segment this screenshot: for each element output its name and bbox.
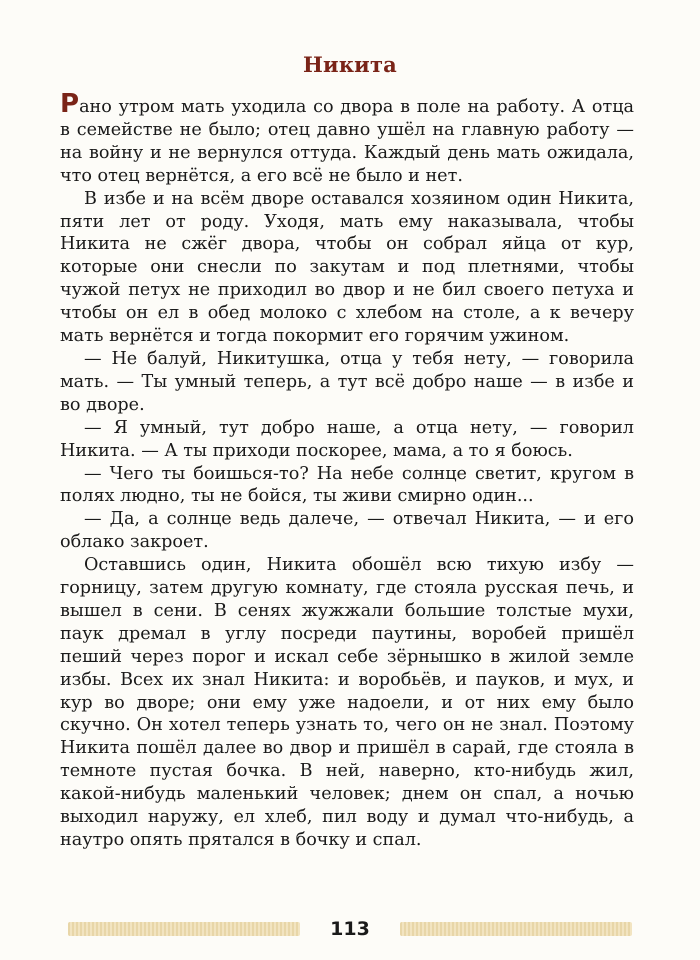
paragraph-6: — Да, а солнце ведь далече, — отвечал Никита, — и его облако закроет. [60,509,634,553]
chapter-title: Никита [303,52,397,77]
footer-ornament-right [400,922,632,936]
paragraph-1-text: ано утром мать уходила со двора в поле на работу. А отца в семействе не было; отец давно ушёл на главную работу — на войну и не вернулся оттуда. Каждый день мать ожидала, что отец вернётся, а его всё не было и нет. [60,97,634,186]
story-text [60,89,634,852]
paragraph-3: — Не балуй, Никитушка, отца у тебя нету, — говорила мать. — Ты умный теперь, а тут всё добро наше — в избе и во дворе. [60,348,634,415]
paragraph-4: — Я умный, тут добро наше, а отца нету, — говорил Никита. — А ты приходи поскорее, мама, а то я боюсь. [60,417,634,461]
paragraph-1 [60,89,634,188]
page-number: 113 [330,918,370,940]
drop-cap: Р [60,89,80,119]
paragraph-2: В избе и на всём дворе оставался хозяином один Никита, пяти лет от роду. Уходя, мать ему наказывала, чтобы Никита не сжёг двора, чтобы он собрал яйца от кур, которые они снесли по закутам и под плетнями, чтобы чужой петух не приходил во двор и не бил своего петуха и чтобы он ел в обед молоко с хлебом на столе, а к вечеру мать вернётся и тогда покормит его горячим ужином. [60,188,634,347]
footer-ornament-left [68,922,300,936]
paragraph-5: — Чего ты боишься-то? На небе солнце светит, кругом в полях людно, ты не бойся, ты живи смирно один... [60,463,634,507]
page-footer [68,918,632,942]
paragraph-7: Оставшись один, Никита обошёл всю тихую избу — горницу, затем другую комнату, где стояла русская печь, и вышел в сени. В сенях жужжали большие толстые мухи, паук дремал в углу посреди паутины, воробей пришёл пеший через порог и искал себе зёрнышко в жилой земле избы. Всех их знал Никита: и воробьёв, и пауков, и мух, и кур во дворе; они ему уже надоели, и от них ему было скучно. Он хотел теперь узнать то, чего он не знал. Поэтому Никита пошёл далее во двор и пришёл в сарай, где стояла в темноте пустая бочка. В ней, наверно, кто-нибудь жил, какой-нибудь маленький человек; днем он спал, а ночью выходил наружу, ел хлеб, пил воду и думал что-нибудь, а наутро опять прятался в бочку и спал. [60,555,634,850]
